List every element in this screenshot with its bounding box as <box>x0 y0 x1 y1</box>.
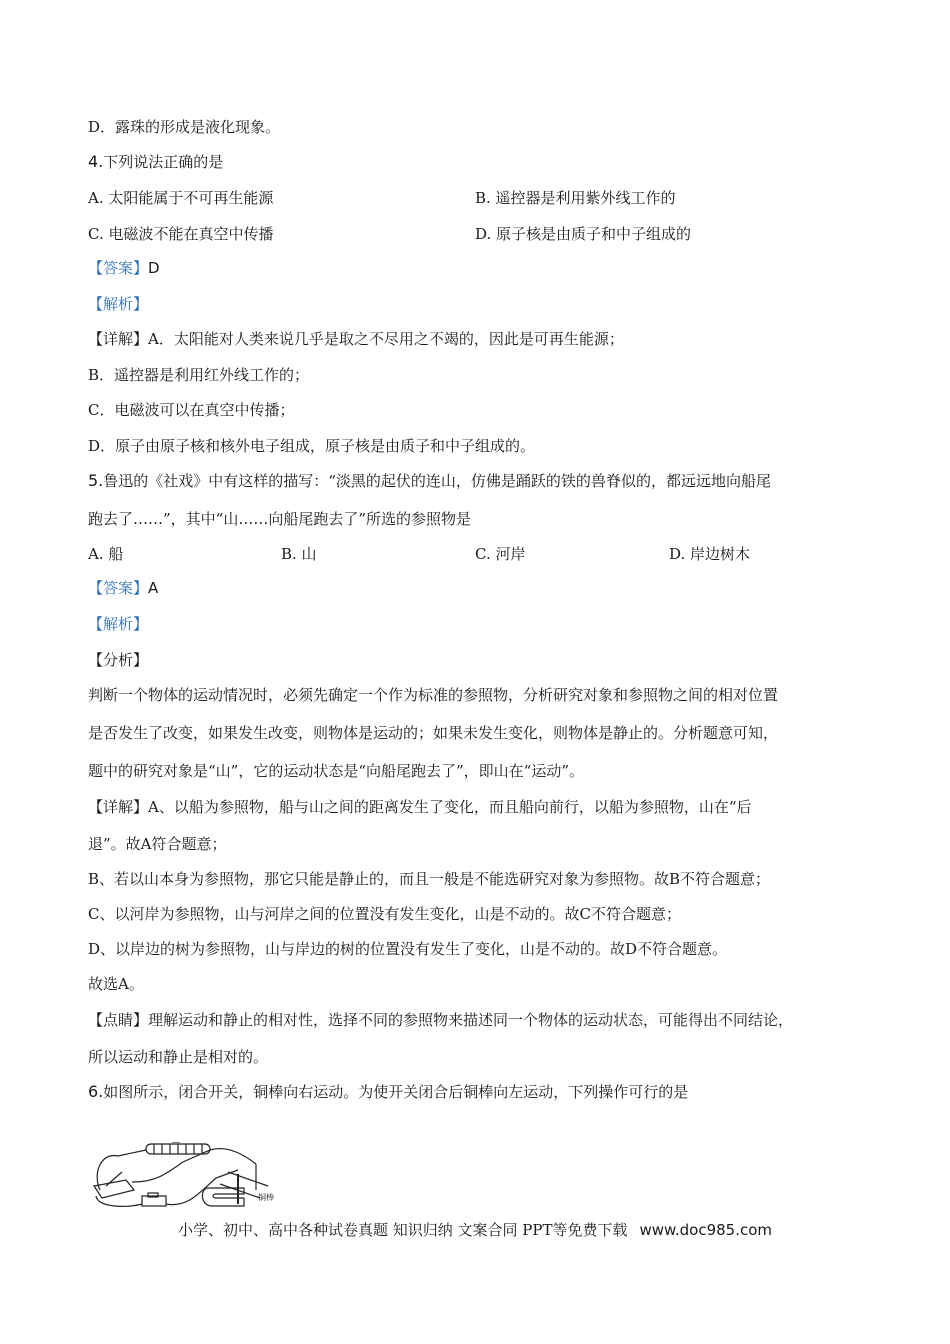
q5-stem-text: 鲁迅的《社戏》中有这样的描写：“淡黑的起伏的连山，仿佛是踊跃的铁的兽脊似的，都远远地向船尾 <box>103 472 771 490</box>
answer-tag: 【答案】 <box>88 579 149 597</box>
q5-number: 5. <box>88 471 104 490</box>
q4-option-a: A. 太阳能属于不可再生能源 <box>88 189 274 207</box>
q5-fenxi-tag: 【分析】 <box>88 651 149 669</box>
detail-tag: 【详解】 <box>88 330 149 348</box>
q5-detail-b: B、若以山本身为参照物，那它只能是静止的，而且一般是不能选研究对象为参照物。故B不符合题意； <box>88 870 771 888</box>
q5-answer <box>88 578 158 598</box>
q6-stem <box>88 1082 688 1102</box>
q5-fenxi-line2: 是否发生了改变，如果发生改变，则物体是运动的；如果未发生变化，则物体是静止的。分析题意可知， <box>88 724 779 742</box>
answer-value: D <box>148 259 160 277</box>
q5-detail-d: D、以岸边的树为参照物，山与岸边的树的位置没有发生了变化，山是不动的。故D不符合题意。 <box>88 940 728 958</box>
q6-number: 6. <box>88 1082 104 1101</box>
detail-tag: 【详解】 <box>88 798 149 816</box>
q5-option-a: A. 船 <box>88 545 124 563</box>
q4-option-c: C. 电磁波不能在真空中传播 <box>88 225 274 243</box>
q4-stem-text: 下列说法正确的是 <box>103 153 224 171</box>
q5-dianjing-line2: 所以运动和静止是相对的。 <box>88 1048 269 1066</box>
q4-option-d: D. 原子核是由质子和中子组成的 <box>475 225 692 243</box>
footer-url[interactable]: www.doc985.com <box>639 1221 773 1239</box>
q5-stem-line2: 跑去了……”，其中“山……向船尾跑去了”所选的参照物是 <box>88 510 472 528</box>
dianjing-text: 理解运动和静止的相对性，选择不同的参照物来描述同一个物体的运动状态，可能得出不同结论， <box>148 1011 794 1029</box>
q5-conclusion: 故选A。 <box>88 975 144 993</box>
copper-rod-label: 铜棒 <box>258 1193 274 1202</box>
q5-detail-a-line2: 退”。故A符合题意； <box>88 835 227 853</box>
q4-option-b: B. 遥控器是利用紫外线工作的 <box>475 189 676 207</box>
footer-text: 小学、初中、高中各种试卷真题 知识归纳 文案合同 PPT等免费下载 <box>177 1221 628 1239</box>
q4-answer <box>88 258 160 278</box>
q5-stem-line1 <box>88 471 771 491</box>
q5-option-d: D. 岸边树木 <box>669 545 751 563</box>
q5-fenxi-line3: 题中的研究对象是“山”，它的运动状态是“向船尾跑去了”，即山在“运动”。 <box>88 762 585 780</box>
q5-option-c: C. 河岸 <box>475 545 526 563</box>
q4-detail-d: D．原子由原子核和核外电子组成，原子核是由质子和中子组成的。 <box>88 437 536 455</box>
q5-detail-c: C、以河岸为参照物，山与河岸之间的位置没有发生变化，山是不动的。故C不符合题意； <box>88 905 681 923</box>
detail-text: A、以船为参照物，船与山之间的距离发生了变化，而且船向前行，以船为参照物，山在“后 <box>148 798 752 816</box>
answer-value: A <box>148 579 159 597</box>
q4-number: 4. <box>88 152 104 171</box>
q4-detail-b: B．遥控器是利用红外线工作的； <box>88 366 310 384</box>
q5-option-b: B. 山 <box>281 545 317 563</box>
q5-detail-a-line1 <box>88 797 752 817</box>
q5-fenxi-line1: 判断一个物体的运动情况时，必须先确定一个作为标准的参照物，分析研究对象和参照物之间的相对位置 <box>88 686 779 704</box>
q3-option-d: D．露珠的形成是液化现象。 <box>88 118 281 136</box>
detail-text: A．太阳能对人类来说几乎是取之不尽用之不竭的，因此是可再生能源； <box>148 330 624 348</box>
q6-stem-text: 如图所示，闭合开关，铜棒向右运动。为使开关闭合后铜棒向左运动，下列操作可行的是 <box>103 1083 689 1101</box>
q4-detail-a <box>88 329 624 349</box>
dianjing-tag: 【点睛】 <box>88 1011 149 1029</box>
page-footer <box>0 1220 950 1240</box>
q5-analysis-tag: 【解析】 <box>88 615 149 633</box>
circuit-figure <box>88 1142 288 1212</box>
q5-dianjing-line1 <box>88 1010 793 1030</box>
q4-detail-c: C．电磁波可以在真空中传播； <box>88 401 295 419</box>
q4-analysis-tag: 【解析】 <box>88 295 149 313</box>
answer-tag: 【答案】 <box>88 259 149 277</box>
q4-stem <box>88 152 223 172</box>
